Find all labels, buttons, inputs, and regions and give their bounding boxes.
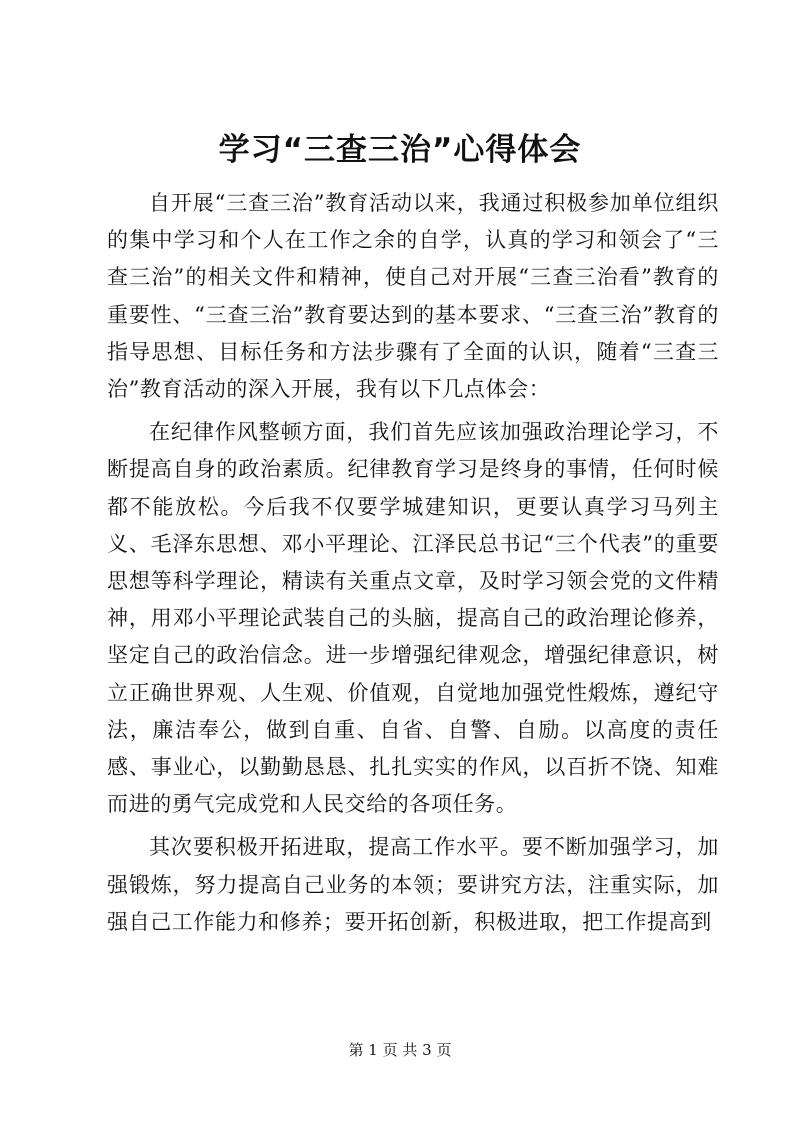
- document-title: 学习“三查三治”心得体会: [218, 132, 582, 168]
- paragraph-2: 在纪律作风整顿方面，我们首先应该加强政治理论学习，不断提高自身的政治素质。纪律教育学习是终身的事情，任何时候都不能放松。今后我不仅要学城建知识，更要认真学习马列主义、毛泽东思想、邓小平理论、江泽民总书记“三个代表”的重要思想等科学理论，精读有关重点文章，及时学习领会党的文件精神，用邓小平理论武装自己的头脑，提高自己的政治理论修养，坚定自己的政治信念。进一步增强纪律观念，增强纪律意识，树立正确世界观、人生观、价值观，自觉地加强党性煅炼，遵纪守法，廉洁奉公，做到自重、自省、自警、自励。以高度的责任感、事业心，以勤勤恳恳、扎扎实实的作风，以百折不饶、知难而进的勇气完成党和人民交给的各项任务。: [107, 420, 719, 817]
- page-footer: 第 1 页 共 3 页: [348, 1041, 452, 1059]
- document-body: [107, 185, 719, 941]
- paragraph-3: 其次要积极开拓进取，提高工作水平。要不断加强学习，加强锻炼，努力提高自己业务的本领；要讲究方法，注重实际，加强自己工作能力和修养；要开拓创新，积极进取，把工作提高到: [107, 835, 719, 934]
- paragraph-1: 自开展“三查三治”教育活动以来，我通过积极参加单位组织的集中学习和个人在工作之余的自学，认真的学习和领会了“三查三治”的相关文件和精神，使自己对开展“三查三治看”教育的重要性、“三查三治”教育要达到的基本要求、“三查三治”教育的指导思想、目标任务和方法步骤有了全面的认识，随着“三查三治”教育活动的深入开展，我有以下几点体会：: [107, 191, 719, 402]
